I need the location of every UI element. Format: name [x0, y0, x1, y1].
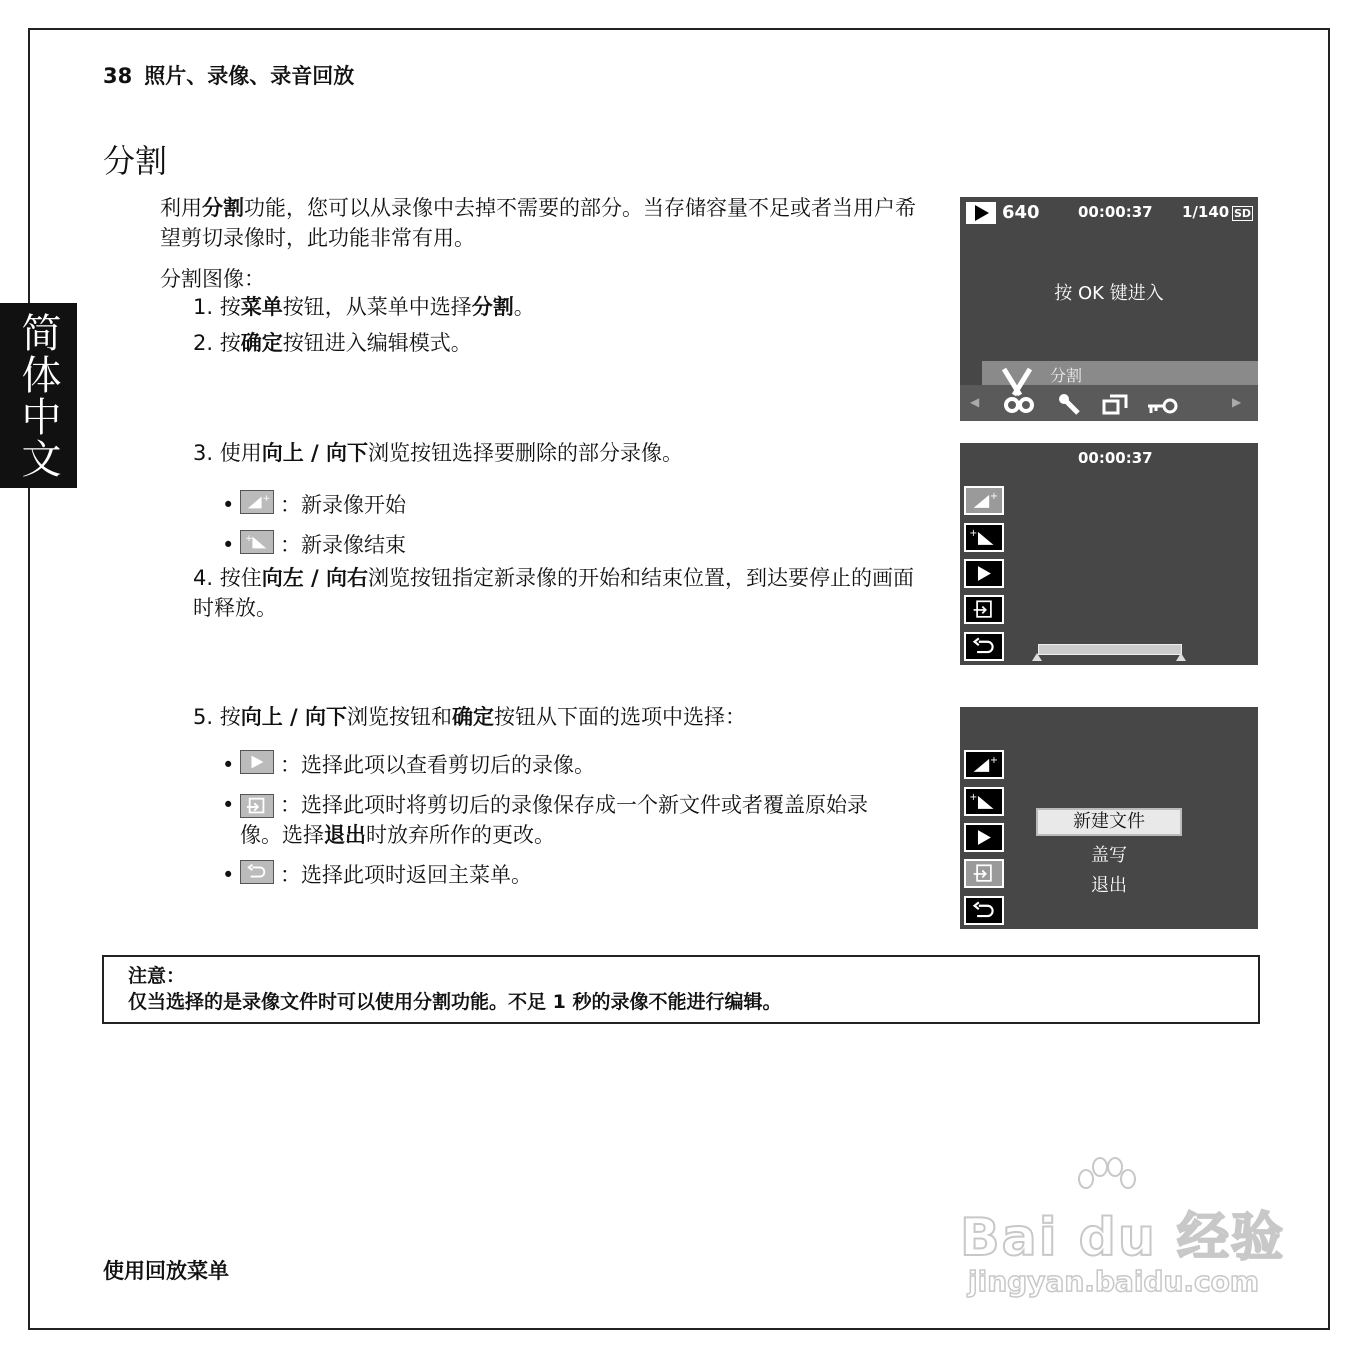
slideshow-icon[interactable]	[1102, 393, 1130, 417]
new-start-button[interactable]	[964, 486, 1004, 515]
bullet-back: • ：选择此项时返回主菜单。	[222, 860, 532, 890]
ok-prompt: 按 OK 键进入	[1054, 283, 1164, 304]
protect-key-icon[interactable]	[1146, 397, 1180, 415]
intro-paragraph: 利用分割功能，您可以从录像中去掉不需要的部分。当存储容量不足或者当用户希望剪切录像时，此功能非常有用。	[160, 196, 916, 250]
option-exit[interactable]: 退出	[1091, 875, 1127, 896]
subhead: 分割图像：	[160, 267, 265, 291]
camera-screen-menu	[960, 197, 1258, 421]
file-counter: 1/140	[1182, 203, 1230, 221]
bullet-save: • ：选择此项时将剪切后的录像保存成一个新文件或者覆盖原始录像。选择退出时放弃所作的更改。	[222, 793, 868, 847]
save-button[interactable]	[964, 595, 1004, 624]
wrench-icon[interactable]	[1058, 393, 1084, 417]
svg-text:+: +	[245, 533, 253, 545]
camera-screen-save-options	[960, 707, 1258, 929]
new-end-button[interactable]	[964, 523, 1004, 552]
note-label: 注意：	[128, 965, 186, 987]
footer-title: 使用回放菜单	[103, 1259, 229, 1283]
left-arrow-icon[interactable]: ◀	[970, 395, 980, 409]
svg-text:+: +	[969, 792, 978, 804]
new-start-button[interactable]	[964, 750, 1004, 779]
new-start-icon	[240, 490, 274, 514]
new-end-icon	[240, 530, 274, 554]
playback-mode-icon	[966, 202, 996, 224]
sd-card-icon: SD	[1234, 207, 1252, 220]
save-icon	[240, 794, 274, 818]
chapter-title: 照片、录像、录音回放	[144, 64, 355, 88]
svg-text:+: +	[262, 493, 271, 505]
step-5: 5. 按向上 / 向下浏览按钮和确定按钮从下面的选项中选择：	[193, 705, 747, 729]
page-header	[103, 60, 354, 90]
play-button[interactable]	[964, 559, 1004, 588]
language-tab: 简体中文	[0, 303, 77, 488]
note-text: 仅当选择的是录像文件时可以使用分割功能。不足 1 秒的录像不能进行编辑。	[128, 991, 782, 1013]
svg-text:+: +	[990, 755, 998, 767]
right-arrow-icon[interactable]: ▶	[1232, 395, 1242, 409]
bullet-play: • ：选择此项以查看剪切后的录像。	[222, 750, 595, 780]
trim-bar[interactable]	[1038, 644, 1182, 655]
step-4: 4. 按住向左 / 向右浏览按钮指定新录像的开始和结束位置，到达要停止的画面时释放。	[193, 566, 915, 620]
resolution: 640	[1002, 202, 1040, 223]
page-number: 38	[103, 64, 133, 88]
elapsed-time: 00:00:37	[1078, 203, 1153, 221]
baidu-watermark	[960, 1155, 1290, 1305]
step-3: 3. 使用向上 / 向下浏览按钮选择要删除的部分录像。	[193, 441, 684, 465]
back-button[interactable]	[964, 896, 1004, 925]
save-button[interactable]	[964, 859, 1004, 888]
svg-text:+: +	[969, 528, 978, 540]
back-button[interactable]	[964, 632, 1004, 661]
play-icon	[240, 750, 274, 774]
option-new-file[interactable]: 新建文件	[1036, 808, 1182, 836]
svg-text:+: +	[990, 491, 998, 503]
camera-screen-edit	[960, 443, 1258, 665]
new-end-button[interactable]	[964, 787, 1004, 816]
end-marker-icon[interactable]	[1176, 653, 1186, 661]
watermark-url: jingyan.baidu.com	[968, 1265, 1260, 1298]
elapsed-time: 00:00:37	[1078, 449, 1153, 467]
note-box	[102, 955, 1260, 1024]
step-2: 2. 按确定按钮进入编辑模式。	[193, 331, 472, 355]
scissors-icon[interactable]	[990, 365, 1044, 419]
bullet-new-end: • + ：新录像结束	[222, 530, 406, 560]
bullet-new-start: • + ：新录像开始	[222, 490, 406, 520]
start-marker-icon[interactable]	[1032, 653, 1042, 661]
menu-item-label: 分割	[1050, 366, 1083, 385]
section-title: 分割	[103, 142, 168, 180]
back-icon	[240, 860, 274, 884]
watermark-brand: Bai du 经验	[960, 1208, 1285, 1268]
play-button[interactable]	[964, 823, 1004, 852]
option-overwrite[interactable]: 盖写	[1091, 845, 1127, 866]
step-1: 1. 按菜单按钮，从菜单中选择分割。	[193, 295, 535, 319]
